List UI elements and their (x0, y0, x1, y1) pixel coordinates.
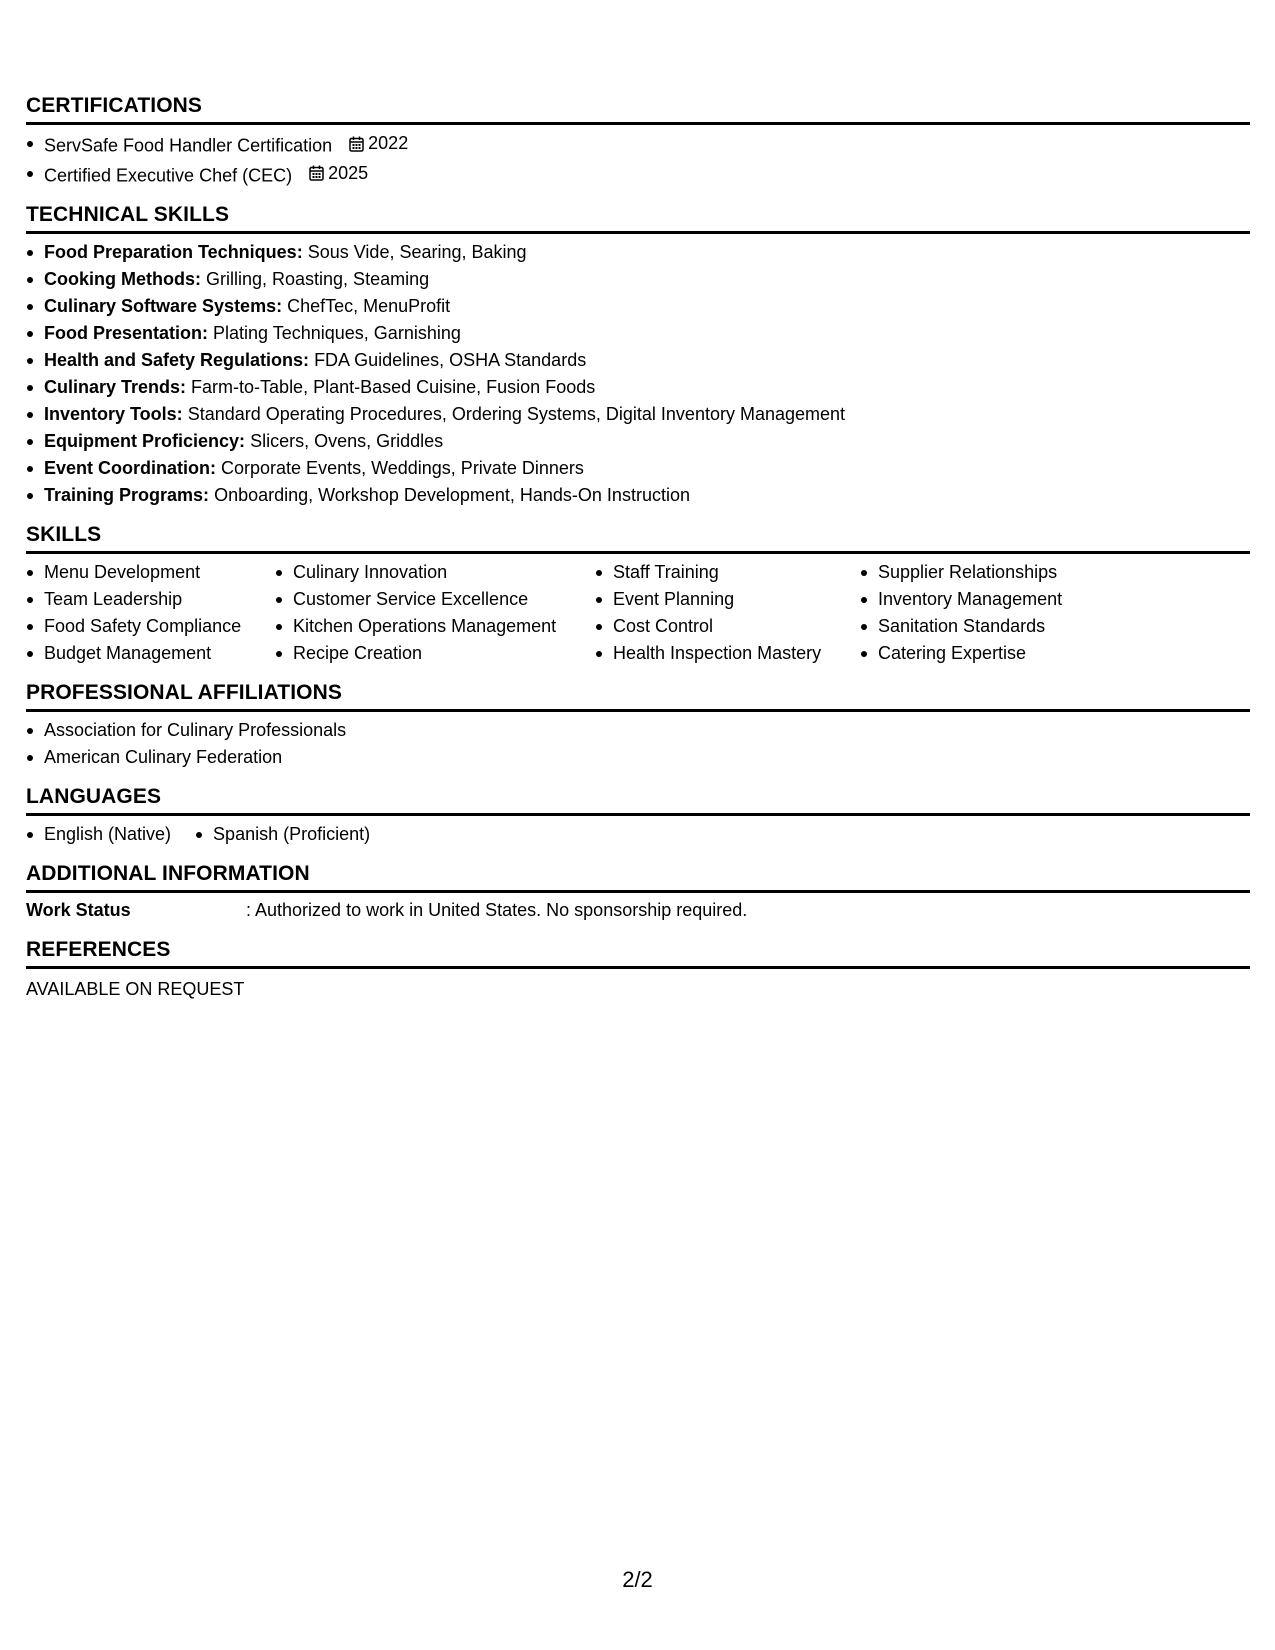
additional-info-section (26, 862, 1250, 924)
technical-skill-label: Event Coordination: (44, 458, 216, 478)
languages-list (26, 821, 1250, 848)
affiliations-list (26, 717, 1250, 771)
skill-item: Food Safety Compliance (26, 613, 275, 640)
skills-heading: SKILLS (26, 523, 1250, 554)
affiliations-section (26, 681, 1250, 771)
certification-date (349, 130, 408, 157)
certification-date (309, 160, 368, 187)
calendar-icon (309, 165, 324, 181)
technical-skill-item (26, 293, 1250, 320)
technical-skill-value: Standard Operating Procedures, Ordering Systems, Digital Inventory Management (187, 404, 846, 424)
skills-column (860, 559, 1120, 667)
technical-skill-item (26, 239, 1250, 266)
skills-column (595, 559, 860, 667)
skill-item: Supplier Relationships (860, 559, 1120, 586)
certification-year: 2025 (328, 162, 369, 183)
skills-section (26, 523, 1250, 667)
skill-item: Team Leadership (26, 586, 275, 613)
page-number: 2/2 (622, 1567, 653, 1592)
technical-skill-label: Culinary Software Systems: (44, 296, 283, 316)
skill-item: Customer Service Excellence (275, 586, 595, 613)
skill-item: Recipe Creation (275, 640, 595, 667)
technical-skill-label: Inventory Tools: (44, 404, 183, 424)
language-group (26, 821, 171, 848)
technical-skill-item (26, 455, 1250, 482)
affiliation-item: Association for Culinary Professionals (26, 717, 1250, 744)
technical-skill-value: Onboarding, Workshop Development, Hands-On Instruction (214, 485, 690, 505)
skills-grid (26, 559, 1250, 667)
certification-year: 2022 (368, 133, 409, 153)
technical-skill-label: Equipment Proficiency: (44, 431, 246, 451)
technical-skill-item (26, 482, 1250, 509)
certifications-section (26, 94, 1250, 189)
technical-skills-section (26, 203, 1250, 509)
skill-item: Cost Control (595, 613, 860, 640)
work-status-row (26, 897, 1250, 924)
technical-skill-label: Health and Safety Regulations: (44, 350, 310, 370)
skill-item: Kitchen Operations Management (275, 613, 595, 640)
technical-skill-label: Food Preparation Techniques: (44, 242, 303, 262)
technical-skill-item (26, 320, 1250, 347)
technical-skill-item (26, 401, 1250, 428)
technical-skill-value: Sous Vide, Searing, Baking (307, 242, 527, 262)
references-text: AVAILABLE ON REQUEST (26, 979, 245, 999)
technical-skill-value: Plating Techniques, Garnishing (213, 323, 461, 343)
additional-info-heading: ADDITIONAL INFORMATION (26, 862, 1250, 893)
technical-skill-value: Corporate Events, Weddings, Private Dinners (221, 458, 584, 478)
technical-skills-heading: TECHNICAL SKILLS (26, 203, 1250, 234)
technical-skill-value: ChefTec, MenuProfit (287, 296, 451, 316)
technical-skill-label: Cooking Methods: (44, 269, 201, 289)
technical-skills-list (26, 239, 1250, 509)
technical-skill-item (26, 428, 1250, 455)
skill-item: Catering Expertise (860, 640, 1120, 667)
resume-page-2 (26, 94, 1250, 1017)
languages-section (26, 785, 1250, 848)
skill-item: Sanitation Standards (860, 613, 1120, 640)
skill-item: Culinary Innovation (275, 559, 595, 586)
certification-item (26, 160, 1250, 190)
languages-heading: LANGUAGES (26, 785, 1250, 816)
technical-skill-value: Slicers, Ovens, Griddles (250, 431, 444, 451)
certification-name: ServSafe Food Handler Certification (44, 135, 333, 156)
skills-column (26, 559, 275, 667)
affiliation-item: American Culinary Federation (26, 744, 1250, 771)
skill-item: Inventory Management (860, 586, 1120, 613)
skill-item: Event Planning (595, 586, 860, 613)
technical-skill-item (26, 266, 1250, 293)
skill-item: Health Inspection Mastery (595, 640, 860, 667)
certification-name: Certified Executive Chef (CEC) (44, 165, 293, 185)
work-status-label: Work Status (26, 900, 131, 920)
technical-skill-label: Culinary Trends: (44, 377, 187, 397)
technical-skill-value: Grilling, Roasting, Steaming (206, 269, 430, 289)
certifications-list (26, 130, 1250, 189)
references-section (26, 938, 1250, 1003)
language-item: Spanish (Proficient) (195, 821, 370, 848)
certification-item (26, 130, 1250, 160)
language-item: English (Native) (26, 821, 171, 848)
technical-skill-label: Training Programs: (44, 485, 210, 505)
technical-skill-item (26, 374, 1250, 401)
technical-skill-item (26, 347, 1250, 374)
work-status-value: : Authorized to work in United States. No sponsorship required. (246, 900, 748, 920)
skill-item: Staff Training (595, 559, 860, 586)
technical-skill-value: FDA Guidelines, OSHA Standards (314, 350, 587, 370)
skill-item: Menu Development (26, 559, 275, 586)
certifications-heading: CERTIFICATIONS (26, 94, 1250, 125)
language-group (195, 821, 370, 848)
technical-skill-value: Farm-to-Table, Plant-Based Cuisine, Fusion Foods (191, 377, 596, 397)
affiliations-heading: PROFESSIONAL AFFILIATIONS (26, 681, 1250, 712)
skill-item: Budget Management (26, 640, 275, 667)
skills-column (275, 559, 595, 667)
calendar-icon (349, 136, 364, 152)
technical-skill-label: Food Presentation: (44, 323, 209, 343)
references-heading: REFERENCES (26, 938, 1250, 969)
